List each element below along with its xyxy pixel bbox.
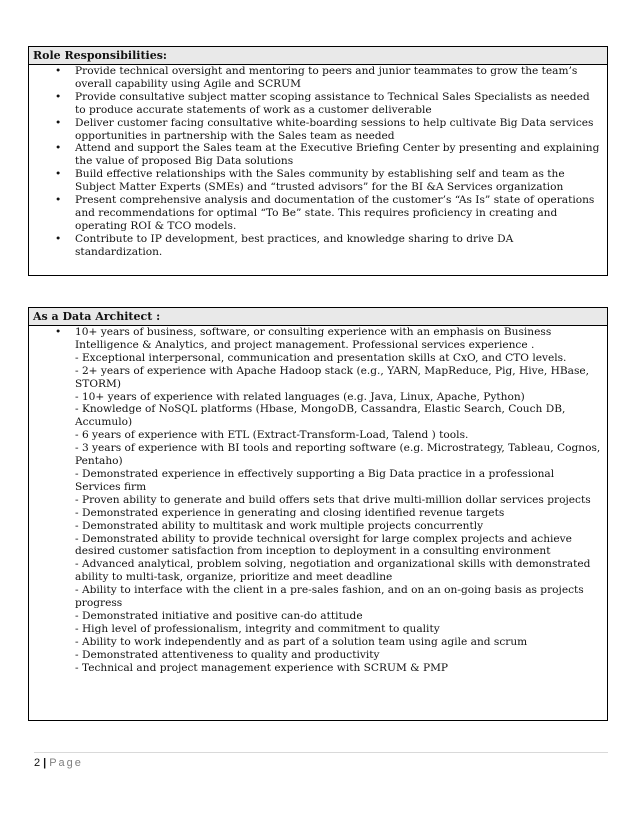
role-responsibilities-box xyxy=(28,46,608,276)
list-item xyxy=(29,326,607,352)
requirement-line: - Demonstrated experience in effectively supporting a Big Data practice in a professional Services firm xyxy=(75,467,555,493)
data-architect-heading: As a Data Architect : xyxy=(29,308,607,326)
bullet-icon: • xyxy=(55,142,62,155)
page-footer xyxy=(34,752,608,769)
data-architect-box xyxy=(28,307,608,721)
requirements-lines xyxy=(29,352,607,675)
bullet-icon: • xyxy=(55,116,62,129)
role-responsibilities-heading: Role Responsibilities: xyxy=(29,47,607,65)
requirement-line: - Advanced analytical, problem solving, negotiation and organizational skills with demonstrated ability to multi-task, organize, prioritize and meet deadline xyxy=(75,558,591,584)
requirement-line: - 3 years of experience with BI tools and reporting software (e.g. Microstrategy, Tableau, Cognos, Pentaho) xyxy=(75,442,601,468)
requirement-line: - Demonstrated attentiveness to quality and productivity xyxy=(75,648,380,661)
list-item xyxy=(29,168,607,194)
requirement-line: - 10+ years of experience with related languages (e.g. Java, Linux, Apache, Python) xyxy=(75,390,525,403)
list-item xyxy=(29,194,607,233)
list-item-text: Provide technical oversight and mentoring to peers and junior teammates to grow the team’s overall capability using Agile and SCRUM xyxy=(75,65,578,90)
role-responsibilities-list xyxy=(29,65,607,259)
list-item-text: 10+ years of business, software, or consulting experience with an emphasis on Business Intelligence & Analytics, and project management. Professional services experience . xyxy=(75,326,552,351)
bullet-icon: • xyxy=(55,232,62,245)
list-item xyxy=(29,142,607,168)
requirement-line: - Knowledge of NoSQL platforms (Hbase, MongoDB, Cassandra, Elastic Search, Couch DB, Accumulo) xyxy=(75,403,566,429)
requirement-line: - 6 years of experience with ETL (Extract-Transform-Load, Talend ) tools. xyxy=(75,429,469,442)
list-item-text: Provide consultative subject matter scoping assistance to Technical Sales Specialists as needed to produce accurate statements of work as a customer deliverable xyxy=(75,90,590,116)
list-item xyxy=(29,233,607,259)
list-item-text: Attend and support the Sales team at the Executive Briefing Center by presenting and explaining the value of proposed Big Data solutions xyxy=(75,142,600,168)
list-item-text: Contribute to IP development, best practices, and knowledge sharing to drive DA standardization. xyxy=(75,232,514,258)
bullet-icon: • xyxy=(55,194,62,207)
footer-separator: | xyxy=(43,757,47,769)
requirement-line: - Exceptional interpersonal, communication and presentation skills at CxO, and CTO levels. xyxy=(75,351,567,364)
list-item xyxy=(29,117,607,143)
requirement-line: - Demonstrated ability to multitask and work multiple projects concurrently xyxy=(75,519,484,532)
list-item xyxy=(29,65,607,91)
requirement-line: - High level of professionalism, integrity and commitment to quality xyxy=(75,622,440,635)
bullet-icon: • xyxy=(55,168,62,181)
list-item-text: Deliver customer facing consultative white-boarding sessions to help cultivate Big Data services opportunities in partnership with the Sales team as needed xyxy=(75,116,594,142)
data-architect-list xyxy=(29,326,607,352)
list-item-text: Present comprehensive analysis and documentation of the customer’s “As Is” state of operations and recommendations for optimal “To Be” state. This requires proficiency in creating and operating ROI & TCO models. xyxy=(75,194,595,232)
requirement-line: - Ability to work independently and as part of a solution team using agile and scrum xyxy=(75,635,528,648)
page-label: Page xyxy=(49,757,83,769)
requirement-line: - Proven ability to generate and build offers sets that drive multi-million dollar services projects xyxy=(75,493,591,506)
requirement-line: - Technical and project management experience with SCRUM & PMP xyxy=(75,661,449,674)
bullet-icon: • xyxy=(55,326,62,338)
requirement-line: - Demonstrated experience in generating and closing identified revenue targets xyxy=(75,506,505,519)
requirement-line: - 2+ years of experience with Apache Hadoop stack (e.g., YARN, MapReduce, Pig, Hive, HBase, STORM) xyxy=(75,364,590,390)
requirement-line: - Demonstrated initiative and positive can-do attitude xyxy=(75,609,363,622)
list-item xyxy=(29,91,607,117)
bullet-icon: • xyxy=(55,65,62,77)
page-number: 2 xyxy=(34,757,41,769)
list-item-text: Build effective relationships with the Sales community by establishing self and team as the Subject Matter Experts (SMEs) and “trusted advisors” for the BI &A Services organization xyxy=(75,168,565,194)
bullet-icon: • xyxy=(55,90,62,103)
requirement-line: - Ability to interface with the client in a pre-sales fashion, and on an on-going basis as projects progress xyxy=(75,584,584,610)
requirement-line: - Demonstrated ability to provide technical oversight for large complex projects and achieve desired customer satisfaction from inception to deployment in a consulting environment xyxy=(75,532,572,558)
